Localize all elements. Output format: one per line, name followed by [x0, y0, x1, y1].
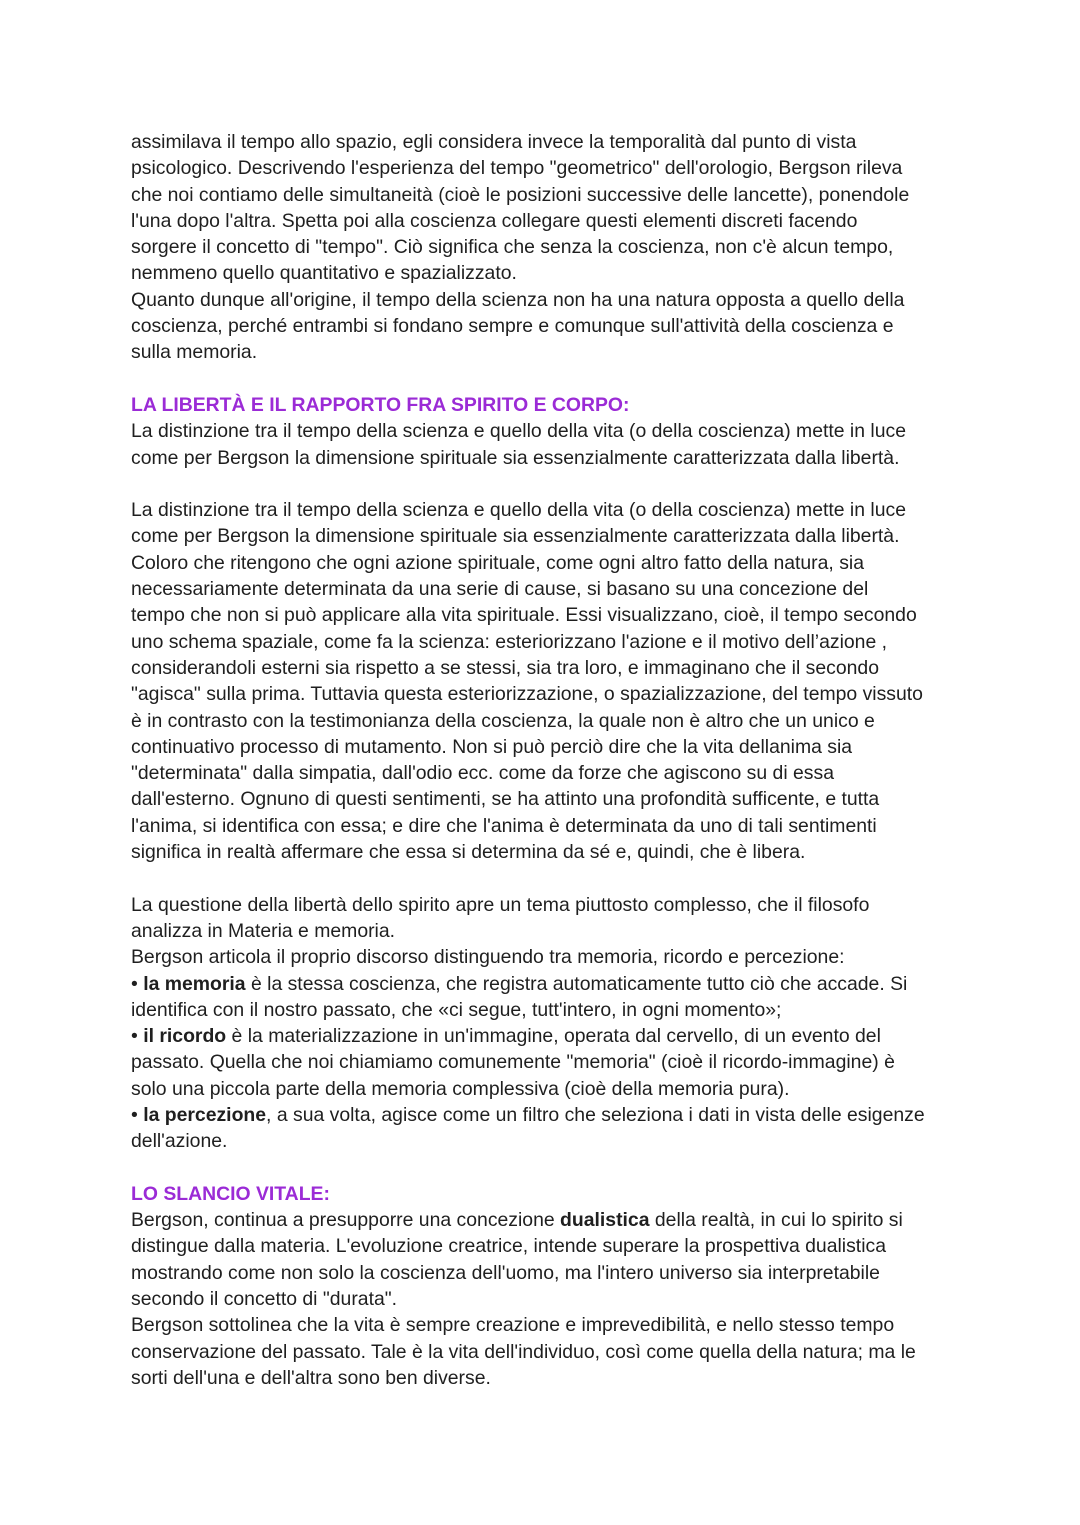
intro-paragraph-2: Quanto dunque all'origine, il tempo della scienza non ha una natura opposta a quello della coscienza, perché entrambi si fondano sempre e comunque sull'attività della coscienza e sulla memoria.	[131, 288, 905, 364]
bullet-term-ricordo: il ricordo	[143, 1025, 227, 1048]
bullet-text-memoria: è la stessa coscienza, che registra automaticamente tutto ciò che accade. Si identifica con il nostro passato, che «ci segue, tutt'intero, in ogni momento»;	[131, 972, 908, 1021]
bullet-term-percezione: la percezione	[143, 1103, 267, 1126]
bullet-memoria	[131, 971, 961, 1024]
slancio-term-dualistica: dualistica	[560, 1209, 650, 1232]
bullet-text-percezione: , a sua volta, agisce come un filtro che seleziona i dati in vista delle esigenze dell'azione.	[131, 1103, 925, 1153]
slancio-text-before: Bergson, continua a presupporre una concezione	[131, 1209, 561, 1232]
liberta-paragraph-2: La distinzione tra il tempo della scienza e quello della vita (o della coscienza) mette in luce come per Bergson la dimensione spirituale sia essenzialmente caratterizzata dalla libertà. Coloro che ritengono che ogni azione spirituale, come ogni altro fatto della natura, sia necessariamente determinata da una serie di cause, si basano su una concezione del tempo che non si può applicare alla vita spirituale. Essi visualizzano, cioè, il tempo secondo uno schema spaziale, come fa la scienza: esteriorizzano l'azione e il motivo dell’azione , considerandoli esterni sia rispetto a se stessi, sia tra loro, e immaginano che il secondo "agisca" sulla prima. Tuttavia questa esteriorizzazione, o spazializzazione, del tempo vissuto è in contrasto con la testimonianza della coscienza, la quale non è altro che un unico e continuativo processo di mutamento. Non si può perciò dire che la vita dellanima sia "determinata" dalla simpatia, dall'odio ecc. come da forze che agiscono su di essa dall'esterno. Ognuno di questi sentimenti, se ha attinto una profondità sufficente, e tutta l'anima, si identifica con essa; e dire che l'anima è determinata da uno di tali sentimenti significa in realtà affermare che essa si determina da sé e, quindi, che è libera.	[131, 499, 923, 864]
paragraph-spacer	[131, 865, 961, 891]
paragraph-spacer	[131, 471, 961, 497]
section-heading-liberta: LA LIBERTÀ E IL RAPPORTO FRA SPIRITO E CORPO:	[131, 393, 630, 416]
bullet-text-ricordo: è la materializzazione in un'immagine, operata dal cervello, di un evento del passato. Quella che noi chiamiamo comunemente "memoria" (cioè il ricordo-immagine) è solo una piccola parte della memoria complessiva (cioè della memoria pura).	[131, 1025, 895, 1100]
document-page	[131, 129, 961, 1391]
bullet-ricordo	[131, 1023, 961, 1102]
liberta-paragraph-1: La distinzione tra il tempo della scienza e quello della vita (o della coscienza) mette in luce come per Bergson la dimensione spirituale sia essenzialmente caratterizzata dalla libertà.	[131, 420, 906, 469]
paragraph-spacer	[131, 366, 961, 392]
section-heading-slancio: LO SLANCIO VITALE:	[131, 1182, 330, 1205]
bullet-marker: •	[131, 1103, 144, 1126]
liberta-paragraph-3: La questione della libertà dello spirito apre un tema piuttosto complesso, che il filosofo analizza in Materia e memoria. Bergson articola il proprio discorso distinguendo tra memoria, ricordo e percezione:	[131, 893, 870, 969]
intro-paragraph-1: assimilava il tempo allo spazio, egli considera invece la temporalità dal punto di vista psicologico. Descrivendo l'esperienza del tempo "geometrico" dell'orologio, Bergson rileva che noi contiamo delle simultaneità (cioè le posizioni successive delle lancette), ponendole l'una dopo l'altra. Spetta poi alla coscienza collegare questi elementi discreti facendo sorgere il concetto di "tempo". Ciò significa che senza la coscienza, non c'è alcun tempo, nemmeno quello quantitativo e spazializzato.	[131, 131, 910, 285]
bullet-marker: •	[131, 972, 144, 995]
bullet-marker: •	[131, 1025, 144, 1048]
bullet-percezione	[131, 1102, 961, 1155]
paragraph-spacer	[131, 1155, 961, 1181]
slancio-paragraph-1	[131, 1207, 961, 1312]
bullet-term-memoria: la memoria	[143, 972, 246, 995]
slancio-paragraph-2: Bergson sottolinea che la vita è sempre creazione e imprevedibilità, e nello stesso tempo conservazione del passato. Tale è la vita dell'individuo, così come quella della natura; ma le sorti dell'una e dell'altra sono ben diverse.	[131, 1314, 916, 1389]
slancio-text-after: della realtà, in cui lo spirito si distingue dalla materia. L'evoluzione creatrice, intende superare la prospettiva dualistica mostrando come non solo la coscienza dell'uomo, ma l'intero universo sia interpretabile secondo il concetto di "durata".	[131, 1209, 903, 1311]
